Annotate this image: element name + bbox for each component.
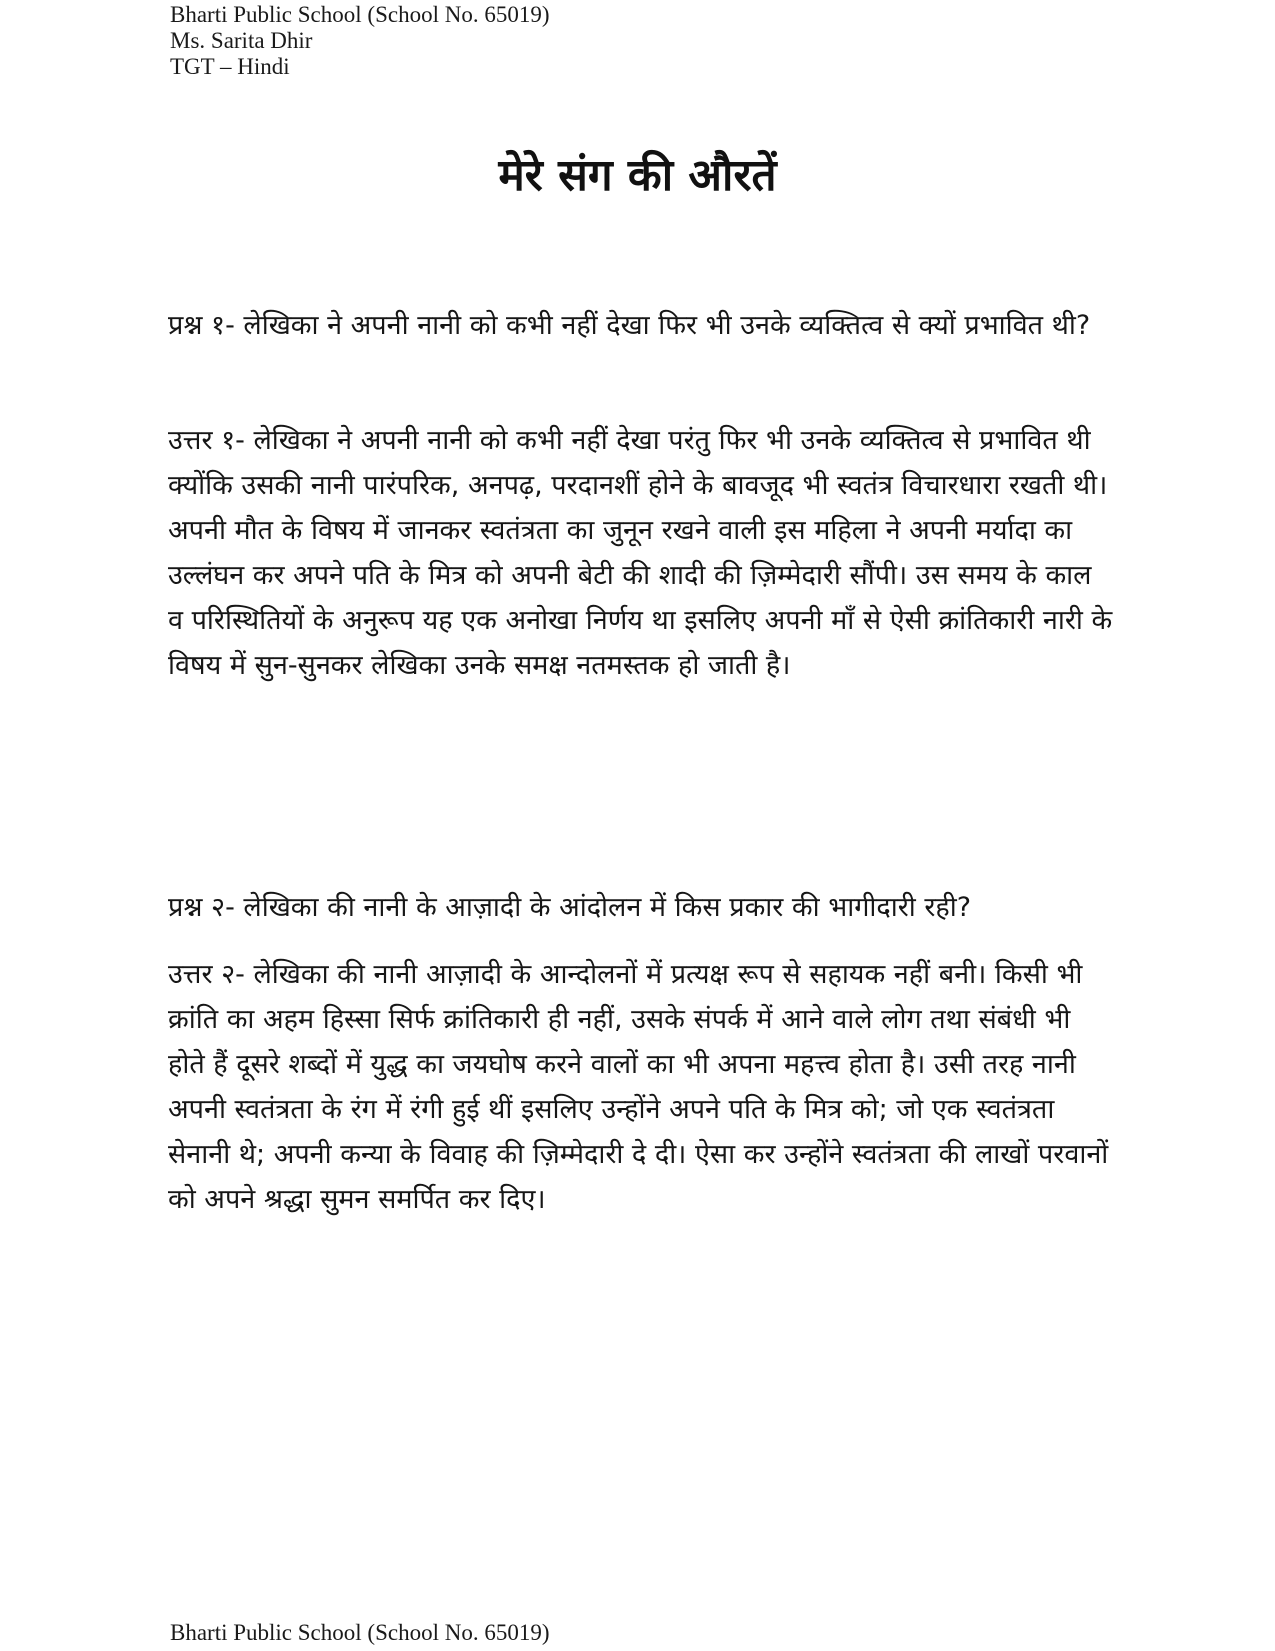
teacher-name: Ms. Sarita Dhir bbox=[170, 28, 313, 53]
answer-2 bbox=[168, 952, 1113, 1222]
page-header bbox=[170, 2, 549, 80]
question-1-text: प्रश्न १- लेखिका ने अपनी नानी को कभी नहीं देखा फिर भी उनके व्यक्तित्व से क्यों प्रभावित थी? bbox=[168, 310, 1091, 341]
page-footer: Bharti Public School (School No. 65019) bbox=[170, 1620, 550, 1645]
answer-1-text: उत्तर १- लेखिका ने अपनी नानी को कभी नहीं देखा परंतु फिर भी उनके व्यक्तित्व से प्रभावित थी क्योंकि उसकी नानी पारंपरिक, अनपढ़, परदानशीं होने के बावजूद भी स्वतंत्र विचारधारा रखती थी। अपनी मौत के विषय में जानकर स्वतंत्रता का जुनून रखने वाली इस महिला ने अपनी मर्यादा का उल्लंघन कर अपने पति के मित्र को अपनी बेटी की शादी की ज़िम्मेदारी सौंपी। उस समय के काल व परिस्थितियों के अनुरूप यह एक अनोखा निर्णय था इसलिए अपनी माँ से ऐसी क्रांतिकारी नारी के विषय में सुन-सुनकर लेखिका उनके समक्ष नतमस्तक हो जाती है। bbox=[168, 425, 1113, 681]
question-1 bbox=[168, 302, 1113, 350]
school-name: Bharti Public School (School No. 65019) bbox=[170, 2, 550, 27]
question-2 bbox=[168, 884, 1113, 932]
answer-2-text: उत्तर २- लेखिका की नानी आज़ादी के आन्दोलनों में प्रत्यक्ष रूप से सहायक नहीं बनी। किसी भी क्रांति का अहम हिस्सा सिर्फ क्रांतिकारी ही नहीं, उसके संपर्क में आने वाले लोग तथा संबंधी भी होते हैं दूसरे शब्दों में युद्ध का जयघोष करने वालों का भी अपना महत्त्व होता है। उसी तरह नानी अपनी स्वतंत्रता के रंग में रंगी हुई थीं इसलिए उन्होंने अपने पति के मित्र को; जो एक स्वतंत्रता सेनानी थे; अपनी कन्या के विवाह की ज़िम्मेदारी दे दी। ऐसा कर उन्होंने स्वतंत्रता की लाखों परवानों को अपने श्रद्धा सुमन समर्पित कर दिए। bbox=[168, 959, 1109, 1215]
question-2-text: प्रश्न २- लेखिका की नानी के आज़ादी के आंदोलन में किस प्रकार की भागीदारी रही? bbox=[168, 892, 972, 923]
teacher-designation: TGT – Hindi bbox=[170, 54, 290, 79]
page-title: मेरे संग की औरतें bbox=[498, 150, 777, 201]
answer-1 bbox=[168, 418, 1113, 688]
